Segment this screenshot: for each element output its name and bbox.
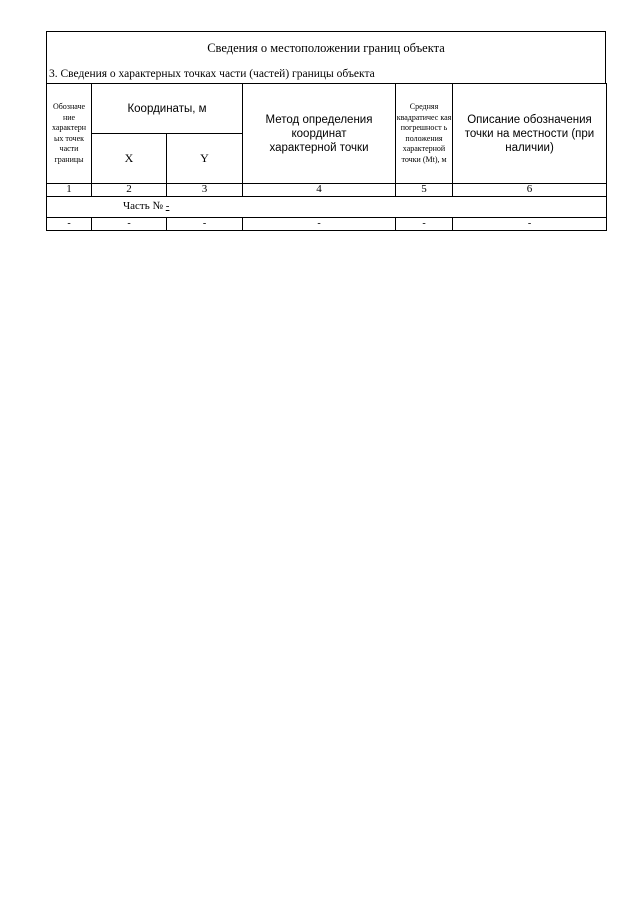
points-table	[46, 83, 607, 231]
part-number: -	[165, 200, 170, 213]
part-row	[47, 197, 607, 218]
header-coordinates: Координаты, м	[92, 84, 243, 134]
table-cell: -	[47, 218, 92, 231]
header-designation: Обозначе ние характерн ых точек части границы	[47, 84, 92, 184]
header-y: Y	[167, 134, 243, 184]
table-row	[47, 218, 607, 231]
part-label: Часть №	[123, 200, 163, 213]
header-description: Описание обозначения точки на местности (при наличии)	[453, 84, 607, 184]
header-x: X	[92, 134, 167, 184]
document-header	[46, 31, 606, 83]
column-number: 2	[92, 184, 167, 197]
table-cell: -	[396, 218, 453, 231]
table-cell: -	[453, 218, 607, 231]
document-sheet	[46, 31, 606, 231]
header-method-text: Метод определения координат характерной точки	[265, 113, 373, 154]
table-cell: -	[92, 218, 167, 231]
table-cell: -	[167, 218, 243, 231]
header-method	[243, 84, 396, 184]
column-number: 1	[47, 184, 92, 197]
section-subtitle: 3. Сведения о характерных точках части (частей) границы объекта	[49, 68, 375, 80]
column-number: 4	[243, 184, 396, 197]
document-title: Сведения о местоположении границ объекта	[207, 41, 445, 55]
column-number: 5	[396, 184, 453, 197]
column-number: 3	[167, 184, 243, 197]
table-cell: -	[243, 218, 396, 231]
column-number: 6	[453, 184, 607, 197]
header-error: Средняя квадратичес кая погрешност ь положения характерной точки (Mt), м	[396, 84, 453, 184]
